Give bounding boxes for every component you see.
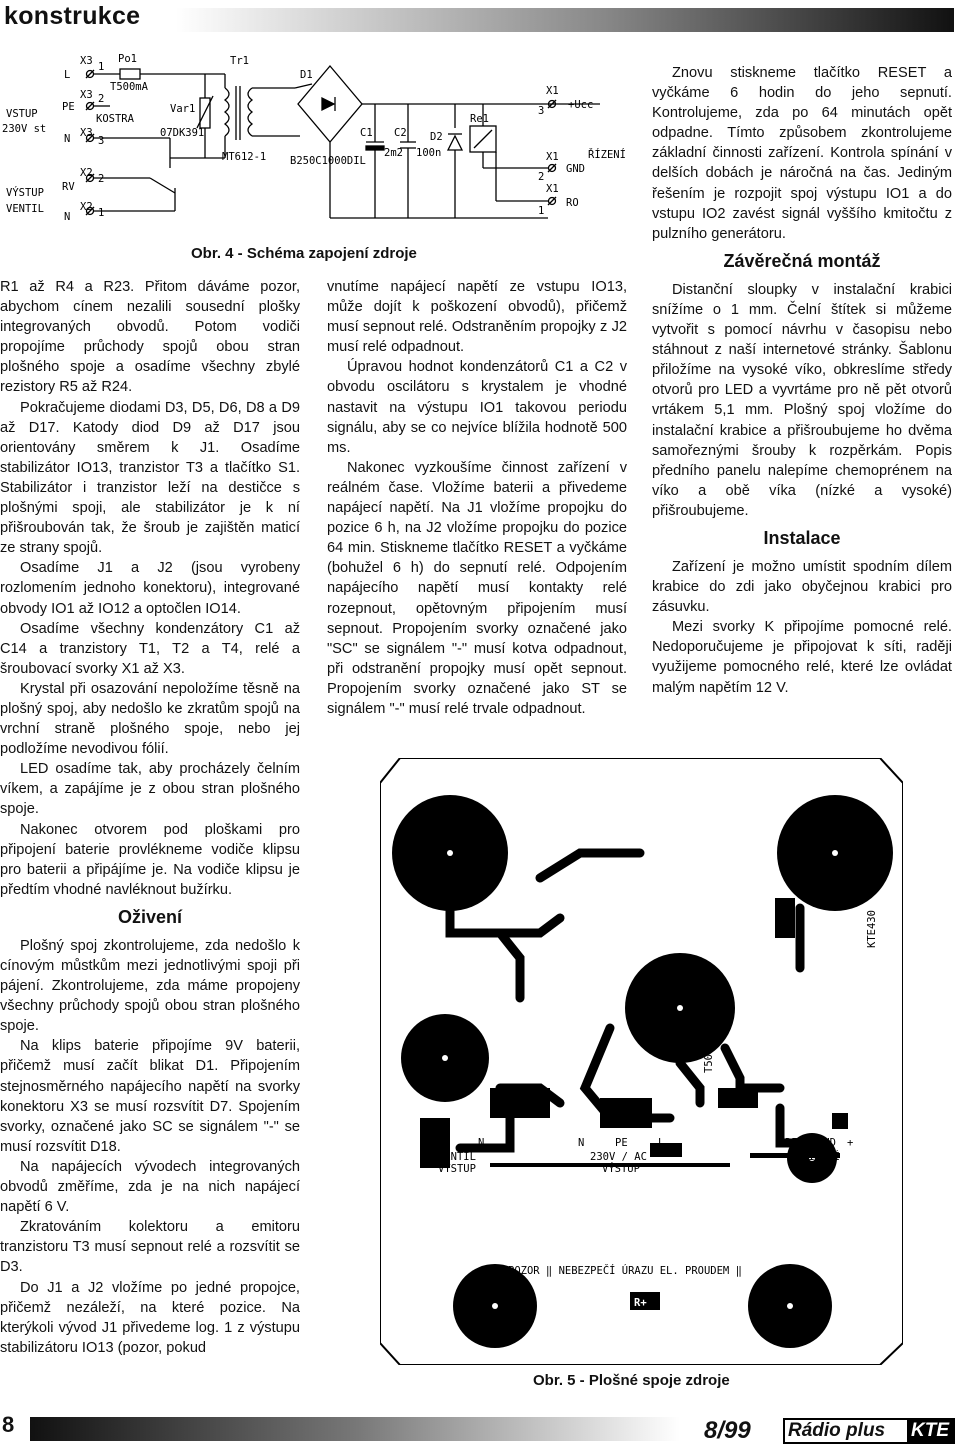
paragraph: Osadíme J1 a J2 (jsou vyrobeny rozlomením jednoho konektoru), integrované obvody IO1 až IO12 a optočlen IO14. [0,560,300,617]
schem-label: L [64,69,71,81]
schem-label: ŘÍZENÍ [588,149,626,161]
schem-label: B250C1000DIL [290,155,366,167]
paragraph: Pokračujeme diodami D3, D5, D6, D8 a D9 až D17. Katody diod D9 až D17 jsou orientovány směrem k J1. Osadíme stabilizátor IO13, tranzistor T3 a tlačítko S1. Stabilizátor i tranzistor leží na destičce s plošnými spoji, ale stabilizátor je k ní přišroubován tak, že šroub je zajištěn maticí ze strany spojů. [0,399,300,557]
schem-label: Po1 [118,53,137,65]
schem-label: 3 [98,135,105,147]
schem-label: 2 [98,93,105,105]
schem-label: 2m2 [384,147,403,159]
schem-label: X1 [546,151,559,163]
kte-logo: KTE [907,1420,953,1442]
footer-gradient-bar [30,1417,680,1441]
paragraph: Zkratováním kolektoru a emitoru tranzistoru T3 musí sepnout relé a rozsvítit se D3. [0,1219,300,1276]
pcb-label: N [578,1137,585,1149]
schem-label: 1 [98,61,105,73]
paragraph: Osadíme všechny kondenzátory C1 až C14 a tranzistory T1, T2 a T4, relé a šroubovací svorky X1 až X3. [0,620,300,677]
schem-label: X1 [546,85,559,97]
pcb-caption: Obr. 5 - Plošné spoje zdroje [533,1372,730,1389]
paragraph: Nakonec otvorem pod ploškami pro připojení baterie provlékneme vodiče klipsu pro baterii a připájíme je. Na vodiče klipsu je předtím vhodné navléknout bužírku. [0,821,300,898]
schem-label: X3 [80,127,93,139]
pcb-label-t500: T500mA [703,1035,715,1073]
paragraph: Do J1 a J2 vložíme po jedné propojce, přičemž nezáleží, na které pozice. Na kterýkoli vývod J1 přivedeme log. 1 z výstupu stabilizátoru IO13 (pozor, pokud [0,1279,300,1356]
paragraph: Na napájecích vývodech integrovaných obvodů změříme, zda je na nich napájecí napětí 6 V. [0,1158,300,1216]
paragraph: LED osadíme tak, aby procházely čelním víkem, a zapájíme je z obou stran plošného spoje. [0,761,300,818]
schem-label-ventil: VENTIL [6,203,44,215]
paragraph: Distanční sloupky v instalační krabici snížíme o 1 mm. Čelní štítek si můžeme vytvořit s pomocí návrhu v časopisu nebo stáhnout z naší internetové stránky. Šablonu přiložíme na vysoké víko, obkreslíme středy otvorů pro LED a vyvrtáme pro ně pět otvorů vrtákem 5,1 mm. Plošný spoj vložíme do instalační krabice a přišroubujeme ho dvěma samořeznými šrouby k rozpěrkám. Popis předního panelu nalepíme chemoprénem na víko a obě víka (nízké a vysoké) přišroubujeme. [652,281,952,519]
schem-label: N [64,133,71,145]
magazine-logo [783,1418,955,1444]
pcb-layout [380,758,903,1365]
schem-label-vstup: VSTUP [6,108,38,120]
schem-label: Var1 [170,103,196,115]
pcb-label: VENTIL [438,1151,476,1163]
schem-label: C2 [394,127,407,139]
schematic-caption: Obr. 4 - Schéma zapojení zdroje [191,245,417,262]
schem-label: X3 [80,89,93,101]
pcb-label: 230V / AC [590,1151,647,1163]
paragraph: vnutíme napájecí napětí ze vstupu IO13, může dojít k poškození obvodů), přičemž musí sepnout relé. Odstraněním propojky z J2 musí relé odpadnout. [327,279,627,356]
pcb-label: GND [817,1137,836,1149]
schem-label: D1 [300,69,313,81]
schem-label: X1 [546,183,559,195]
pcb-label: RV [432,1137,445,1149]
brand-name: Rádio plus [788,1420,886,1441]
paragraph: Mezi svorky K připojíme pomocné relé. Nedoporučujeme je připojovat k síti, raději využijeme pomocného relé, které lze ovládat malým napětím 12 V. [652,619,952,696]
section-heading-ozniveni: Oživení [117,906,183,927]
schem-label: RO [566,197,579,209]
schem-label: 2 [538,171,545,183]
section-heading-instalace: Instalace [763,527,841,548]
schem-label: X2 [80,201,93,213]
schem-label: PE [62,101,75,113]
schem-label: KOSTRA [96,113,134,125]
page-number: 8 [2,1412,15,1437]
schem-label: RV [62,181,75,193]
pcb-label: PE [615,1137,628,1149]
schem-label: T500mA [110,81,148,93]
schem-label: Re1 [470,113,489,125]
text-column-3 [652,63,952,698]
pcb-label: REO [785,1137,804,1149]
schem-label: X3 [80,55,93,67]
schem-label: N [64,211,71,223]
header-gradient-bar [176,8,954,32]
power-supply-schematic [0,48,640,244]
text-column-1 [0,277,300,1358]
section-title: konstrukce [4,2,141,30]
paragraph: Úpravou hodnot kondenzátorů C1 a C2 v obvodu oscilátoru s krystalem je vhodné nastavit na výstupu IO1 takovou periodu signálu, aby se co nejvíce blížila hodnotě 500 ms. [327,359,627,456]
paragraph: R1 až R4 a R23. Přitom dáváme pozor, abychom cínem nezalili sousední plošky integrovaných obvodů. Potom vodiči propojíme průchody spojů obou stran plošného spoje a osadíme všechny zbylé rezistory R5 až R24. [0,279,300,396]
schem-label: Tr1 [230,55,249,67]
schem-label: 3 [538,105,545,117]
schem-label: 1 [538,205,545,217]
schem-label: 100n [416,147,442,159]
paragraph: Krystal při osazování nepoložíme těsně na plošný spoj, aby nedošlo ke zkratům spojů na vrchní straně plošného spoje, nebo jej podložíme nevodivou fólií. [0,680,300,758]
paragraph: Znovu stiskneme tlačítko RESET a vyčkáme 6 hodin do jeho sepnutí. Kontrolujeme, zda po 64 minutách opět odpadne. Tímto způsobem zkontrolujeme základní činnosti zařízení. Kontrola spínání v delších dobách je náročná na čas. Jediným řešením je rozpojit spoj výstupu IO1 a do vstupu IO2 zavést signál vyššího kmitočtu z pulzního generátoru. [652,65,952,242]
schem-label: MT612-1 [222,151,267,163]
pcb-warning: POZOR ‖ NEBEZPEČÍ ÚRAZU EL. PROUDEM ‖ [508,1265,742,1277]
section-heading-zaverecna-montaz: Závěrečná montáž [723,250,881,271]
schem-label: GND [566,163,585,175]
pcb-label: VÝSTUP [438,1163,476,1175]
schem-label: X2 [80,167,93,179]
pcb-label: + [847,1137,854,1149]
schem-label-vstup-v: 230V st [2,123,47,135]
schem-label: D2 [430,131,443,143]
schem-label: 07DK391 [160,127,205,139]
pcb-label: VÝSTUP [602,1163,640,1175]
schem-label: 2 [98,173,105,185]
paragraph: Na klips baterie připojíme 9V baterii, přičemž musí začít blikat D1. Připojením stejnosměrného napájecího napětí na svorky konektoru X3 se musí rozsvítit D7. Spojením svorky, označené jako SC se signálem "-" se musí rozsvítit D18. [0,1038,300,1155]
text-column-2 [327,277,627,719]
pcb-label: N [478,1137,485,1149]
paragraph: Zařízení je možno umístit spodním dílem krabice do zdi jako obyčejnou krabici pro zásuvku. [652,558,952,616]
pcb-label: L [658,1137,665,1149]
pcb-label: ŘÍZENÍ [802,1151,840,1163]
schem-label-vystup: VÝSTUP [6,187,44,199]
pcb-label-rplus: R+ [634,1297,647,1309]
issue-number: 8/99 [704,1417,751,1444]
schem-label: 1 [98,207,105,219]
paragraph: Plošný spoj zkontrolujeme, zda nedošlo k cínovým můstkům mezi jednotlivými spoji při pájení. Zkontrolujeme, zda máme propojeny všechny průchody spojů obou stran plošného spoje. [0,937,300,1035]
pcb-label-kte430: KTE430 [866,910,878,948]
schem-label: +Ucc [568,99,594,111]
schem-label: C1 [360,127,373,139]
paragraph: Nakonec vyzkoušíme činnost zařízení v reálném čase. Vložíme baterii a přivedeme napájecí napětí. Na J1 vložíme propojku do pozice 6 h, na J2 vložíme propojku do pozice 64 min. Stiskneme tlačítko RESET a vyčkáme (bohužel 6 h) do sepnutí relé. Odpojením napájecího napětí musí kontakty relé rozepnout, opětovným připojením musí sepnout. Propojením svorky označené jako "SC" se signálem "-" musí kotva odpadnout, při odstranění propojky musí opět sepnout. Propojením svorky označené jako ST se signálem "-" musí relé trvale odpadnout. [327,459,627,717]
